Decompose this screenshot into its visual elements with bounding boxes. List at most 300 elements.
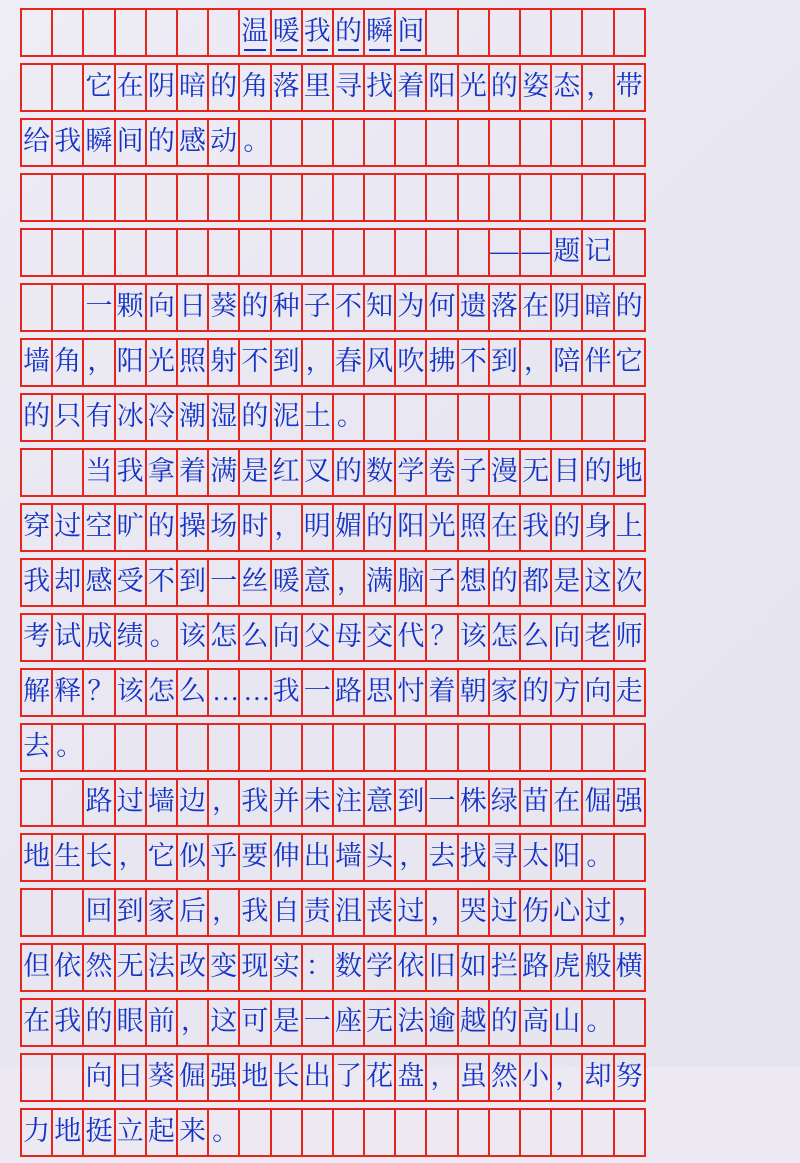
- grid-cell: [114, 943, 147, 992]
- grid-cell: [176, 1108, 209, 1157]
- grid-char: 学: [366, 951, 394, 981]
- grid-cell: [114, 998, 147, 1047]
- grid-char: 的: [334, 16, 362, 46]
- grid-cell: [425, 503, 458, 552]
- grid-cell: [270, 8, 303, 57]
- grid-cell: [238, 118, 271, 167]
- grid-char: 一: [303, 676, 331, 706]
- grid-cell: [20, 8, 53, 57]
- grid-cell: [238, 448, 271, 497]
- grid-cell: [519, 1053, 552, 1102]
- grid-char: 光: [459, 71, 487, 101]
- grid-cell: [207, 943, 240, 992]
- grid-char: 解: [23, 676, 51, 706]
- grid-cell: [114, 63, 147, 112]
- grid-cell: [20, 613, 53, 662]
- grid-cell: [332, 228, 365, 277]
- grid-char: 成: [85, 621, 113, 651]
- title-underline: [400, 49, 421, 51]
- grid-char: 葵: [210, 291, 238, 321]
- grid-cell: [207, 448, 240, 497]
- grid-cell: [114, 283, 147, 332]
- grid-cell: [145, 943, 178, 992]
- grid-cell: [581, 888, 614, 937]
- grid-cell: [176, 283, 209, 332]
- grid-cell: [51, 503, 84, 552]
- grid-cell: [613, 833, 646, 882]
- grid-cell: [519, 228, 552, 277]
- grid-char: 风: [366, 346, 394, 376]
- grid-cell: [332, 393, 365, 442]
- grid-cell: [301, 778, 334, 827]
- grid-cell: [270, 118, 303, 167]
- grid-char: 光: [147, 346, 175, 376]
- grid-cell: [51, 63, 84, 112]
- grid-cell: [613, 173, 646, 222]
- grid-char: 不: [241, 346, 269, 376]
- grid-cell: [51, 448, 84, 497]
- grid-char: 想: [459, 566, 487, 596]
- grid-char: 感: [85, 566, 113, 596]
- grid-char: 忖: [397, 676, 425, 706]
- grid-char: 。: [149, 621, 177, 651]
- grid-cell: [332, 118, 365, 167]
- grid-char: 家: [490, 676, 518, 706]
- grid-cell: [550, 833, 583, 882]
- grid-char: 满: [366, 566, 394, 596]
- grid-cell: [207, 228, 240, 277]
- grid-cell: [82, 448, 115, 497]
- grid-cell: [613, 778, 646, 827]
- grid-cell: [51, 888, 84, 937]
- grid-cell: [238, 558, 271, 607]
- grid-char: 长: [272, 1061, 300, 1091]
- grid-cell: [457, 613, 490, 662]
- grid-cell: [613, 283, 646, 332]
- grid-cell: [51, 998, 84, 1047]
- grid-char: 数: [366, 456, 394, 486]
- grid-cell: [457, 338, 490, 387]
- grid-char: 前: [147, 1006, 175, 1036]
- grid-char: ？: [430, 621, 458, 651]
- grid-char: 题: [553, 236, 581, 266]
- grid-cell: [20, 943, 53, 992]
- grid-cell: [301, 613, 334, 662]
- grid-cell: [363, 228, 396, 277]
- grid-cell: [82, 888, 115, 937]
- grid-char: 一: [428, 786, 456, 816]
- grid-char: 路: [334, 676, 362, 706]
- grid-cell: [457, 723, 490, 772]
- grid-cell: [363, 1053, 396, 1102]
- grid-cell: [82, 668, 115, 717]
- grid-char: 漫: [490, 456, 518, 486]
- grid-char: —: [490, 235, 519, 267]
- grid-char: 墙: [147, 786, 175, 816]
- grid-cell: [20, 888, 53, 937]
- grid-char: 该: [116, 676, 144, 706]
- grid-cell: [207, 393, 240, 442]
- grid-cell: [238, 1108, 271, 1157]
- grid-cell: [550, 888, 583, 937]
- grid-cell: [425, 173, 458, 222]
- grid-cell: [332, 338, 365, 387]
- grid-cell: [176, 723, 209, 772]
- grid-cell: [301, 1053, 334, 1102]
- grid-cell: [363, 118, 396, 167]
- grid-cell: [51, 118, 84, 167]
- grid-cell: [176, 503, 209, 552]
- grid-cell: [519, 448, 552, 497]
- grid-char: 泥: [272, 401, 300, 431]
- grid-char: 着: [179, 456, 207, 486]
- grid-cell: [207, 63, 240, 112]
- grid-cell: [332, 613, 365, 662]
- title-underline: [338, 49, 359, 51]
- grid-cell: [270, 173, 303, 222]
- grid-char: 释: [54, 676, 82, 706]
- grid-cell: [20, 1108, 53, 1157]
- grid-cell: [457, 63, 490, 112]
- grid-char: 无: [366, 1006, 394, 1036]
- grid-char: 实: [272, 951, 300, 981]
- grid-cell: [270, 723, 303, 772]
- grid-char: ，: [617, 896, 645, 926]
- grid-char: 乎: [210, 841, 238, 871]
- grid-char: 哭: [459, 896, 487, 926]
- grid-char: 地: [615, 456, 643, 486]
- grid-cell: [613, 8, 646, 57]
- grid-cell: [114, 8, 147, 57]
- grid-cell: [145, 8, 178, 57]
- grid-char: 。: [212, 1116, 240, 1146]
- grid-row: [20, 448, 776, 497]
- grid-cell: [519, 503, 552, 552]
- title-underline: [369, 49, 390, 51]
- grid-cell: [550, 448, 583, 497]
- grid-cell: [363, 998, 396, 1047]
- grid-cell: [488, 723, 521, 772]
- row-gutter: [20, 1157, 776, 1163]
- title-underline: [244, 49, 265, 51]
- grid-cell: [394, 833, 427, 882]
- grid-char: ，: [430, 1061, 458, 1091]
- grid-cell: [176, 833, 209, 882]
- grid-cell: [82, 998, 115, 1047]
- grid-cell: [270, 338, 303, 387]
- grid-char: 阳: [428, 71, 456, 101]
- grid-cell: [238, 173, 271, 222]
- grid-char: ，: [212, 786, 240, 816]
- grid-cell: [238, 503, 271, 552]
- grid-row: [20, 778, 776, 827]
- grid-cell: [145, 668, 178, 717]
- grid-cell: [270, 1108, 303, 1157]
- grid-cell: [114, 723, 147, 772]
- grid-cell: [51, 778, 84, 827]
- grid-char: 暖: [272, 566, 300, 596]
- grid-cell: [613, 118, 646, 167]
- grid-cell: [82, 723, 115, 772]
- grid-cell: [176, 1053, 209, 1102]
- grid-cell: [550, 668, 583, 717]
- grid-char: 陪: [553, 346, 581, 376]
- grid-cell: [613, 503, 646, 552]
- grid-cell: [363, 448, 396, 497]
- grid-cell: [238, 8, 271, 57]
- grid-cell: [207, 118, 240, 167]
- grid-cell: [550, 1108, 583, 1157]
- grid-cell: [581, 613, 614, 662]
- grid-char: 找: [459, 841, 487, 871]
- grid-cell: [332, 8, 365, 57]
- grid-cell: [114, 833, 147, 882]
- grid-cell: [301, 558, 334, 607]
- grid-cell: [394, 228, 427, 277]
- grid-cell: [145, 173, 178, 222]
- grid-cell: [488, 998, 521, 1047]
- grid-cell: [425, 448, 458, 497]
- grid-char: ，: [430, 896, 458, 926]
- grid-char: 去: [23, 731, 51, 761]
- grid-cell: [519, 888, 552, 937]
- grid-char: 寻: [334, 71, 362, 101]
- grid-char: 的: [85, 1006, 113, 1036]
- grid-char: 我: [241, 896, 269, 926]
- grid-char: 家: [147, 896, 175, 926]
- grid-char: 寻: [490, 841, 518, 871]
- grid-cell: [207, 668, 240, 717]
- grid-char: 记: [584, 236, 612, 266]
- grid-cell: [145, 558, 178, 607]
- grid-cell: [581, 8, 614, 57]
- grid-char: 苗: [522, 786, 550, 816]
- grid-cell: [581, 448, 614, 497]
- grid-cell: [488, 228, 521, 277]
- grid-char: 的: [522, 676, 550, 706]
- grid-cell: [20, 118, 53, 167]
- grid-cell: [207, 503, 240, 552]
- grid-char: 倔: [179, 1061, 207, 1091]
- grid-cell: [363, 63, 396, 112]
- grid-cell: [457, 888, 490, 937]
- grid-row: [20, 1108, 776, 1157]
- grid-cell: [301, 943, 334, 992]
- grid-cell: [550, 338, 583, 387]
- grid-char: —: [521, 235, 550, 267]
- grid-cell: [145, 228, 178, 277]
- grid-cell: [207, 998, 240, 1047]
- grid-char: 要: [241, 841, 269, 871]
- grid-char: 间: [116, 126, 144, 156]
- grid-cell: [613, 613, 646, 662]
- grid-cell: [238, 63, 271, 112]
- grid-char: ，: [524, 346, 551, 376]
- grid-cell: [519, 393, 552, 442]
- grid-cell: [394, 283, 427, 332]
- grid-cell: [394, 1108, 427, 1157]
- grid-cell: [363, 338, 396, 387]
- grid-cell: [550, 118, 583, 167]
- grid-cell: [207, 888, 240, 937]
- grid-row: [20, 173, 776, 222]
- grid-cell: [550, 503, 583, 552]
- grid-char: 它: [147, 841, 175, 871]
- grid-cell: [457, 228, 490, 277]
- grid-char: 花: [366, 1061, 394, 1091]
- grid-cell: [363, 283, 396, 332]
- grid-cell: [457, 1053, 490, 1102]
- grid-char: 向: [584, 676, 612, 706]
- grid-cell: [581, 283, 614, 332]
- grid-char: 挺: [85, 1116, 113, 1146]
- grid-char: 子: [428, 566, 456, 596]
- grid-cell: [332, 503, 365, 552]
- grid-cell: [238, 778, 271, 827]
- grid-char: 注: [334, 786, 362, 816]
- grid-cell: [519, 833, 552, 882]
- grid-cell: [488, 283, 521, 332]
- grid-char: 阳: [397, 511, 425, 541]
- grid-cell: [301, 888, 334, 937]
- grid-cell: [519, 63, 552, 112]
- grid-char: 的: [366, 511, 394, 541]
- grid-char: 我: [54, 1006, 82, 1036]
- grid-cell: [488, 833, 521, 882]
- grid-row: [20, 118, 776, 167]
- grid-cell: [238, 228, 271, 277]
- grid-cell: [581, 63, 614, 112]
- grid-char: ，: [336, 566, 364, 596]
- grid-cell: [457, 503, 490, 552]
- grid-cell: [145, 613, 178, 662]
- grid-char: 倔: [584, 786, 612, 816]
- grid-cell: [20, 998, 53, 1047]
- grid-cell: [270, 998, 303, 1047]
- grid-row: [20, 723, 776, 772]
- grid-cell: [613, 998, 646, 1047]
- grid-cell: [114, 448, 147, 497]
- grid-cell: [581, 1053, 614, 1102]
- grid-cell: [207, 173, 240, 222]
- grid-char: 落: [272, 71, 300, 101]
- grid-char: 丧: [366, 896, 394, 926]
- grid-char: 盘: [397, 1061, 425, 1091]
- grid-cell: [238, 283, 271, 332]
- grid-cell: [114, 1053, 147, 1102]
- grid-cell: [394, 723, 427, 772]
- grid-char: 的: [490, 71, 518, 101]
- grid-char: 在: [490, 511, 518, 541]
- grid-char: 现: [241, 951, 269, 981]
- grid-cell: [176, 393, 209, 442]
- grid-char: 的: [210, 71, 238, 101]
- grid-cell: [114, 228, 147, 277]
- grid-cell: [550, 778, 583, 827]
- grid-cell: [613, 228, 646, 277]
- grid-char: 走: [615, 676, 643, 706]
- grid-cell: [457, 8, 490, 57]
- grid-char: 数: [334, 951, 362, 981]
- grid-cell: [363, 173, 396, 222]
- grid-cell: [363, 723, 396, 772]
- grid-cell: [488, 943, 521, 992]
- grid-cell: [176, 173, 209, 222]
- grid-char: 空: [85, 511, 113, 541]
- grid-cell: [613, 723, 646, 772]
- grid-cell: [550, 943, 583, 992]
- grid-cell: [114, 778, 147, 827]
- grid-cell: [550, 393, 583, 442]
- grid-char: 拂: [428, 346, 456, 376]
- grid-char: 怎: [210, 621, 238, 651]
- grid-char: 的: [241, 401, 269, 431]
- grid-char: 有: [85, 401, 113, 431]
- grid-char: 满: [210, 456, 238, 486]
- grid-char: 来: [179, 1116, 207, 1146]
- grid-char: 朝: [459, 676, 487, 706]
- grid-char: 我: [241, 786, 269, 816]
- grid-cell: [332, 558, 365, 607]
- title-underline: [276, 49, 297, 51]
- grid-cell: [238, 393, 271, 442]
- grid-char: 般: [584, 951, 612, 981]
- grid-char: 我: [54, 126, 82, 156]
- grid-cell: [425, 393, 458, 442]
- grid-cell: [176, 888, 209, 937]
- grid-cell: [207, 1108, 240, 1157]
- grid-char: 法: [397, 1006, 425, 1036]
- grid-char: 穿: [23, 511, 51, 541]
- grid-char: 媚: [334, 511, 362, 541]
- grid-char: 的: [490, 1006, 518, 1036]
- grid-cell: [301, 228, 334, 277]
- grid-cell: [270, 778, 303, 827]
- grid-char: 它: [85, 71, 113, 101]
- grid-char: 到: [397, 786, 425, 816]
- grid-char: 里: [303, 71, 331, 101]
- grid-char: 后: [179, 896, 207, 926]
- grid-char: 拿: [147, 456, 175, 486]
- grid-char: 路: [522, 951, 550, 981]
- grid-cell: [332, 723, 365, 772]
- grid-char: 该: [459, 621, 487, 651]
- grid-char: 湿: [210, 401, 238, 431]
- grid-cell: [332, 833, 365, 882]
- grid-char: 心: [553, 896, 581, 926]
- grid-char: 子: [459, 456, 487, 486]
- grid-char: ，: [87, 346, 115, 376]
- grid-cell: [20, 778, 53, 827]
- grid-cell: [207, 613, 240, 662]
- grid-char: 力: [23, 1116, 51, 1146]
- grid-row: [20, 393, 776, 442]
- grid-char: 阴: [553, 291, 581, 321]
- grid-cell: [20, 558, 53, 607]
- grid-cell: [51, 393, 84, 442]
- grid-char: 上: [615, 511, 643, 541]
- grid-char: ，: [118, 841, 146, 871]
- grid-char: 吹: [397, 346, 425, 376]
- grid-cell: [425, 613, 458, 662]
- grid-cell: [519, 8, 552, 57]
- grid-char: 子: [303, 291, 331, 321]
- grid-cell: [82, 613, 115, 662]
- grid-cell: [270, 1053, 303, 1102]
- grid-char: 该: [179, 621, 207, 651]
- grid-cell: [270, 558, 303, 607]
- grid-cell: [114, 173, 147, 222]
